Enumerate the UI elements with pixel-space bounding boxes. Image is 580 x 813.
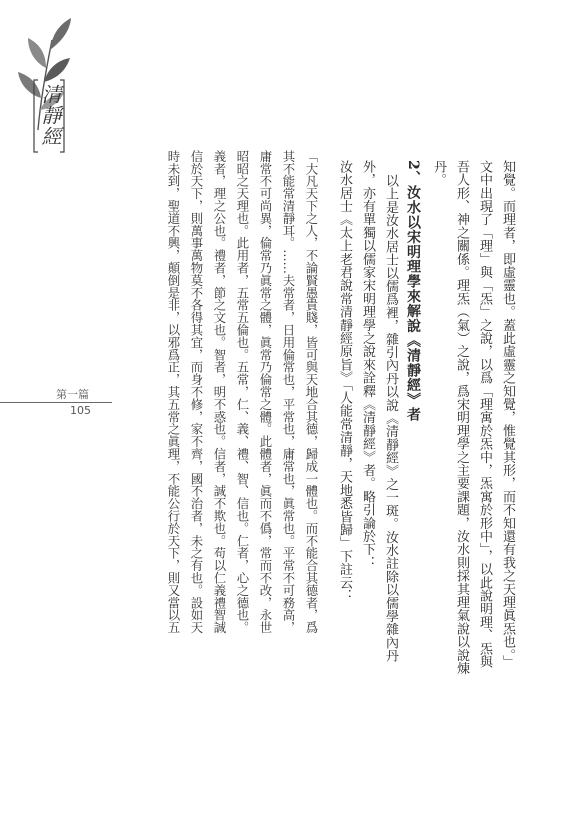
book-title: 清靜經 [38,84,62,147]
text-column: 外，亦有單獨以儒家宋明理學之說來詮釋《清靜經》者。略引論於下： [360,160,375,570]
section-label: 第一篇 [56,388,89,401]
quote-column: 信於天下，則萬事萬物莫不各得其宜，而身不修，家不齊，國不治者，未之有也。設如天 [189,150,204,634]
quote-column: 其不能常清靜耳。……夫常者，日用倫常也，平常也，庸常也，眞常也。平常不可務高， [281,150,296,634]
book-logo [8,10,74,160]
text-column: 以上是汝水居士以儒爲裡，雜引內丹以說《清靜經》之一斑。汝水註除以儒學雜內丹 [383,174,398,663]
text-column: 知覺。而理者，即虛靈也。蓋此虛靈之知覺，惟覺其形，而不知還有我之天理眞炁也。」 [500,160,515,669]
quote-column: 義者，理之公也。禮者，節之文也。智者，明不惑也。信者，誠不欺也。苟以仁義禮智誠 [212,150,227,634]
text-column: 吾人形、神之關係。理炁（氣）之說，爲宋明理學之主要課題，汝水則採其理氣說以說煉 [454,160,469,675]
quote-column: 昭昭之天理也。此用者，五常五倫也。五常，仁、義、禮、智、信也。仁者，心之德也。 [235,150,250,634]
quote-column: 「大凡天下之人，不論賢愚貴賤，皆可與天地合其德，歸成一體也。而不能合其德者，爲 [304,150,319,634]
page-number: 105 [70,404,91,417]
quote-column: 時未到，聖道不興，顛倒是非，以邪爲正，其五常之眞理，不能公行於天下，則又當以五 [166,150,181,634]
footer-rule [0,402,112,403]
section-heading: 2、汝水以宋明理學來解說《清靜經》者 [405,160,421,423]
text-column: 丹。 [431,160,446,187]
text-column: 文中出現了「理」與「炁」之說，以爲「理寓於炁中，炁寓於形中」，以此說明理、炁與 [477,160,492,669]
quote-column: 庸常不可尚異，倫常乃眞常之體，眞常乃倫常之體。此體者，眞而不僞，常而不改，永世 [258,150,273,634]
text-column: 汝水居士《太上老君說常清靜經原旨》「人能常清靜，天地悉皆歸」下註云： [337,160,352,603]
